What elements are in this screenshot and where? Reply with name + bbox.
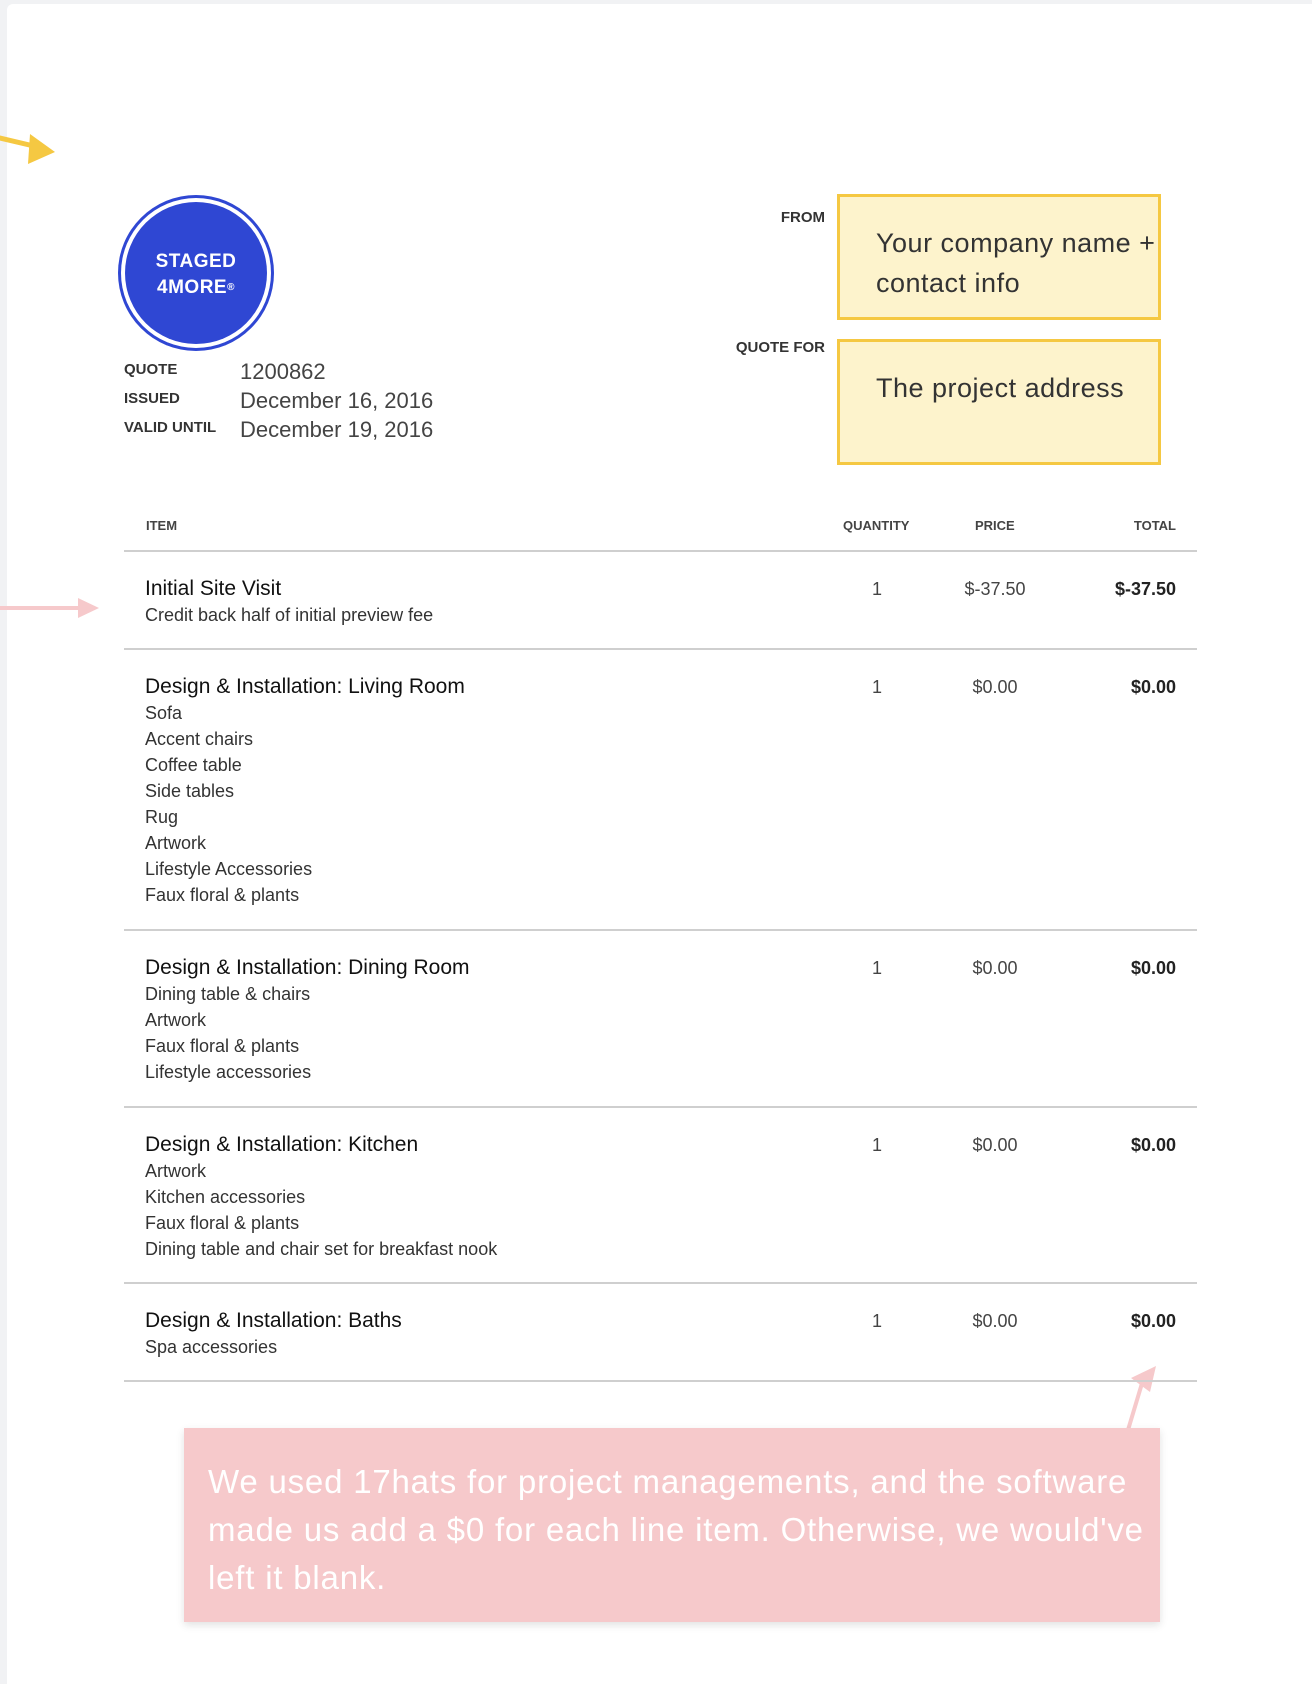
item-quantity: 1 [871,677,882,697]
logo-line-2: 4MORE® [157,277,235,298]
item-details [145,602,433,628]
item-detail: Faux floral & plants [145,1213,300,1233]
item-price: $0.00 [972,677,1018,697]
valid-until-value: December 19, 2016 [240,417,434,442]
item-price: $0.00 [972,958,1018,978]
item-quantity: 1 [871,958,882,978]
item-title: Design & Installation: Dining Room [145,956,470,979]
column-header-quantity: QUANTITY [843,518,910,533]
item-details [145,1158,497,1262]
item-total: $0.00 [1130,1135,1176,1155]
item-title: Design & Installation: Baths [145,1309,402,1332]
column-header-price: PRICE [975,518,1015,533]
column-header-item: ITEM [146,518,178,533]
item-details [145,981,311,1085]
item-price: $0.00 [972,1311,1018,1331]
from-label: FROM [780,209,825,226]
item-detail: Dining table and chair set for breakfast nook [145,1239,498,1259]
item-title: Initial Site Visit [145,577,282,600]
valid-until-label: VALID UNTIL [124,419,217,436]
table-divider [124,648,1197,650]
table-divider [124,929,1197,931]
item-detail: Faux floral & plants [145,885,300,905]
from-field[interactable]: Your company name + contact info [837,194,1161,320]
item-detail: Sofa [145,703,183,723]
column-header-total: TOTAL [1133,518,1176,533]
annotation-note-text: We used 17hats for project managements, and the software made us add a $0 for each line item. Otherwise, we would've left it blank. [208,1463,1144,1596]
item-price: $0.00 [972,1135,1018,1155]
item-detail: Dining table & chairs [145,984,311,1004]
item-title: Design & Installation: Living Room [145,675,465,698]
issued-value: December 16, 2016 [240,388,434,413]
item-details [145,700,312,908]
item-price: $-37.50 [964,579,1026,599]
item-detail: Lifestyle Accessories [145,859,313,879]
item-detail: Faux floral & plants [145,1036,300,1056]
table-divider [124,1282,1197,1284]
item-total: $0.00 [1130,1311,1176,1331]
quote-number-label: QUOTE [124,361,178,378]
company-logo [125,202,267,344]
item-total: $0.00 [1130,677,1176,697]
item-detail: Spa accessories [145,1337,278,1357]
item-quantity: 1 [871,1311,882,1331]
quote-for-field[interactable]: The project address [837,339,1161,465]
item-total: $0.00 [1130,958,1176,978]
item-quantity: 1 [871,579,882,599]
table-divider [124,1106,1197,1108]
item-detail: Kitchen accessories [145,1187,306,1207]
item-detail: Coffee table [145,755,242,775]
item-details [145,1334,277,1360]
issued-label: ISSUED [124,390,180,407]
quote-number-value: 1200862 [240,359,326,384]
table-divider [124,550,1197,552]
item-total: $-37.50 [1114,579,1176,599]
item-detail: Rug [145,807,179,827]
item-detail: Accent chairs [145,729,254,749]
item-detail: Side tables [145,781,235,801]
table-divider [124,1380,1197,1382]
item-detail: Credit back half of initial preview fee [145,605,434,625]
item-detail: Lifestyle accessories [145,1062,312,1082]
item-quantity: 1 [871,1135,882,1155]
quote-for-label: QUOTE FOR [735,339,825,356]
item-title: Design & Installation: Kitchen [145,1133,419,1156]
annotation-note [184,1428,1160,1622]
item-detail: Artwork [145,1010,207,1030]
item-detail: Artwork [145,1161,207,1181]
item-detail: Artwork [145,833,207,853]
logo-line-1: STAGED [155,251,237,272]
